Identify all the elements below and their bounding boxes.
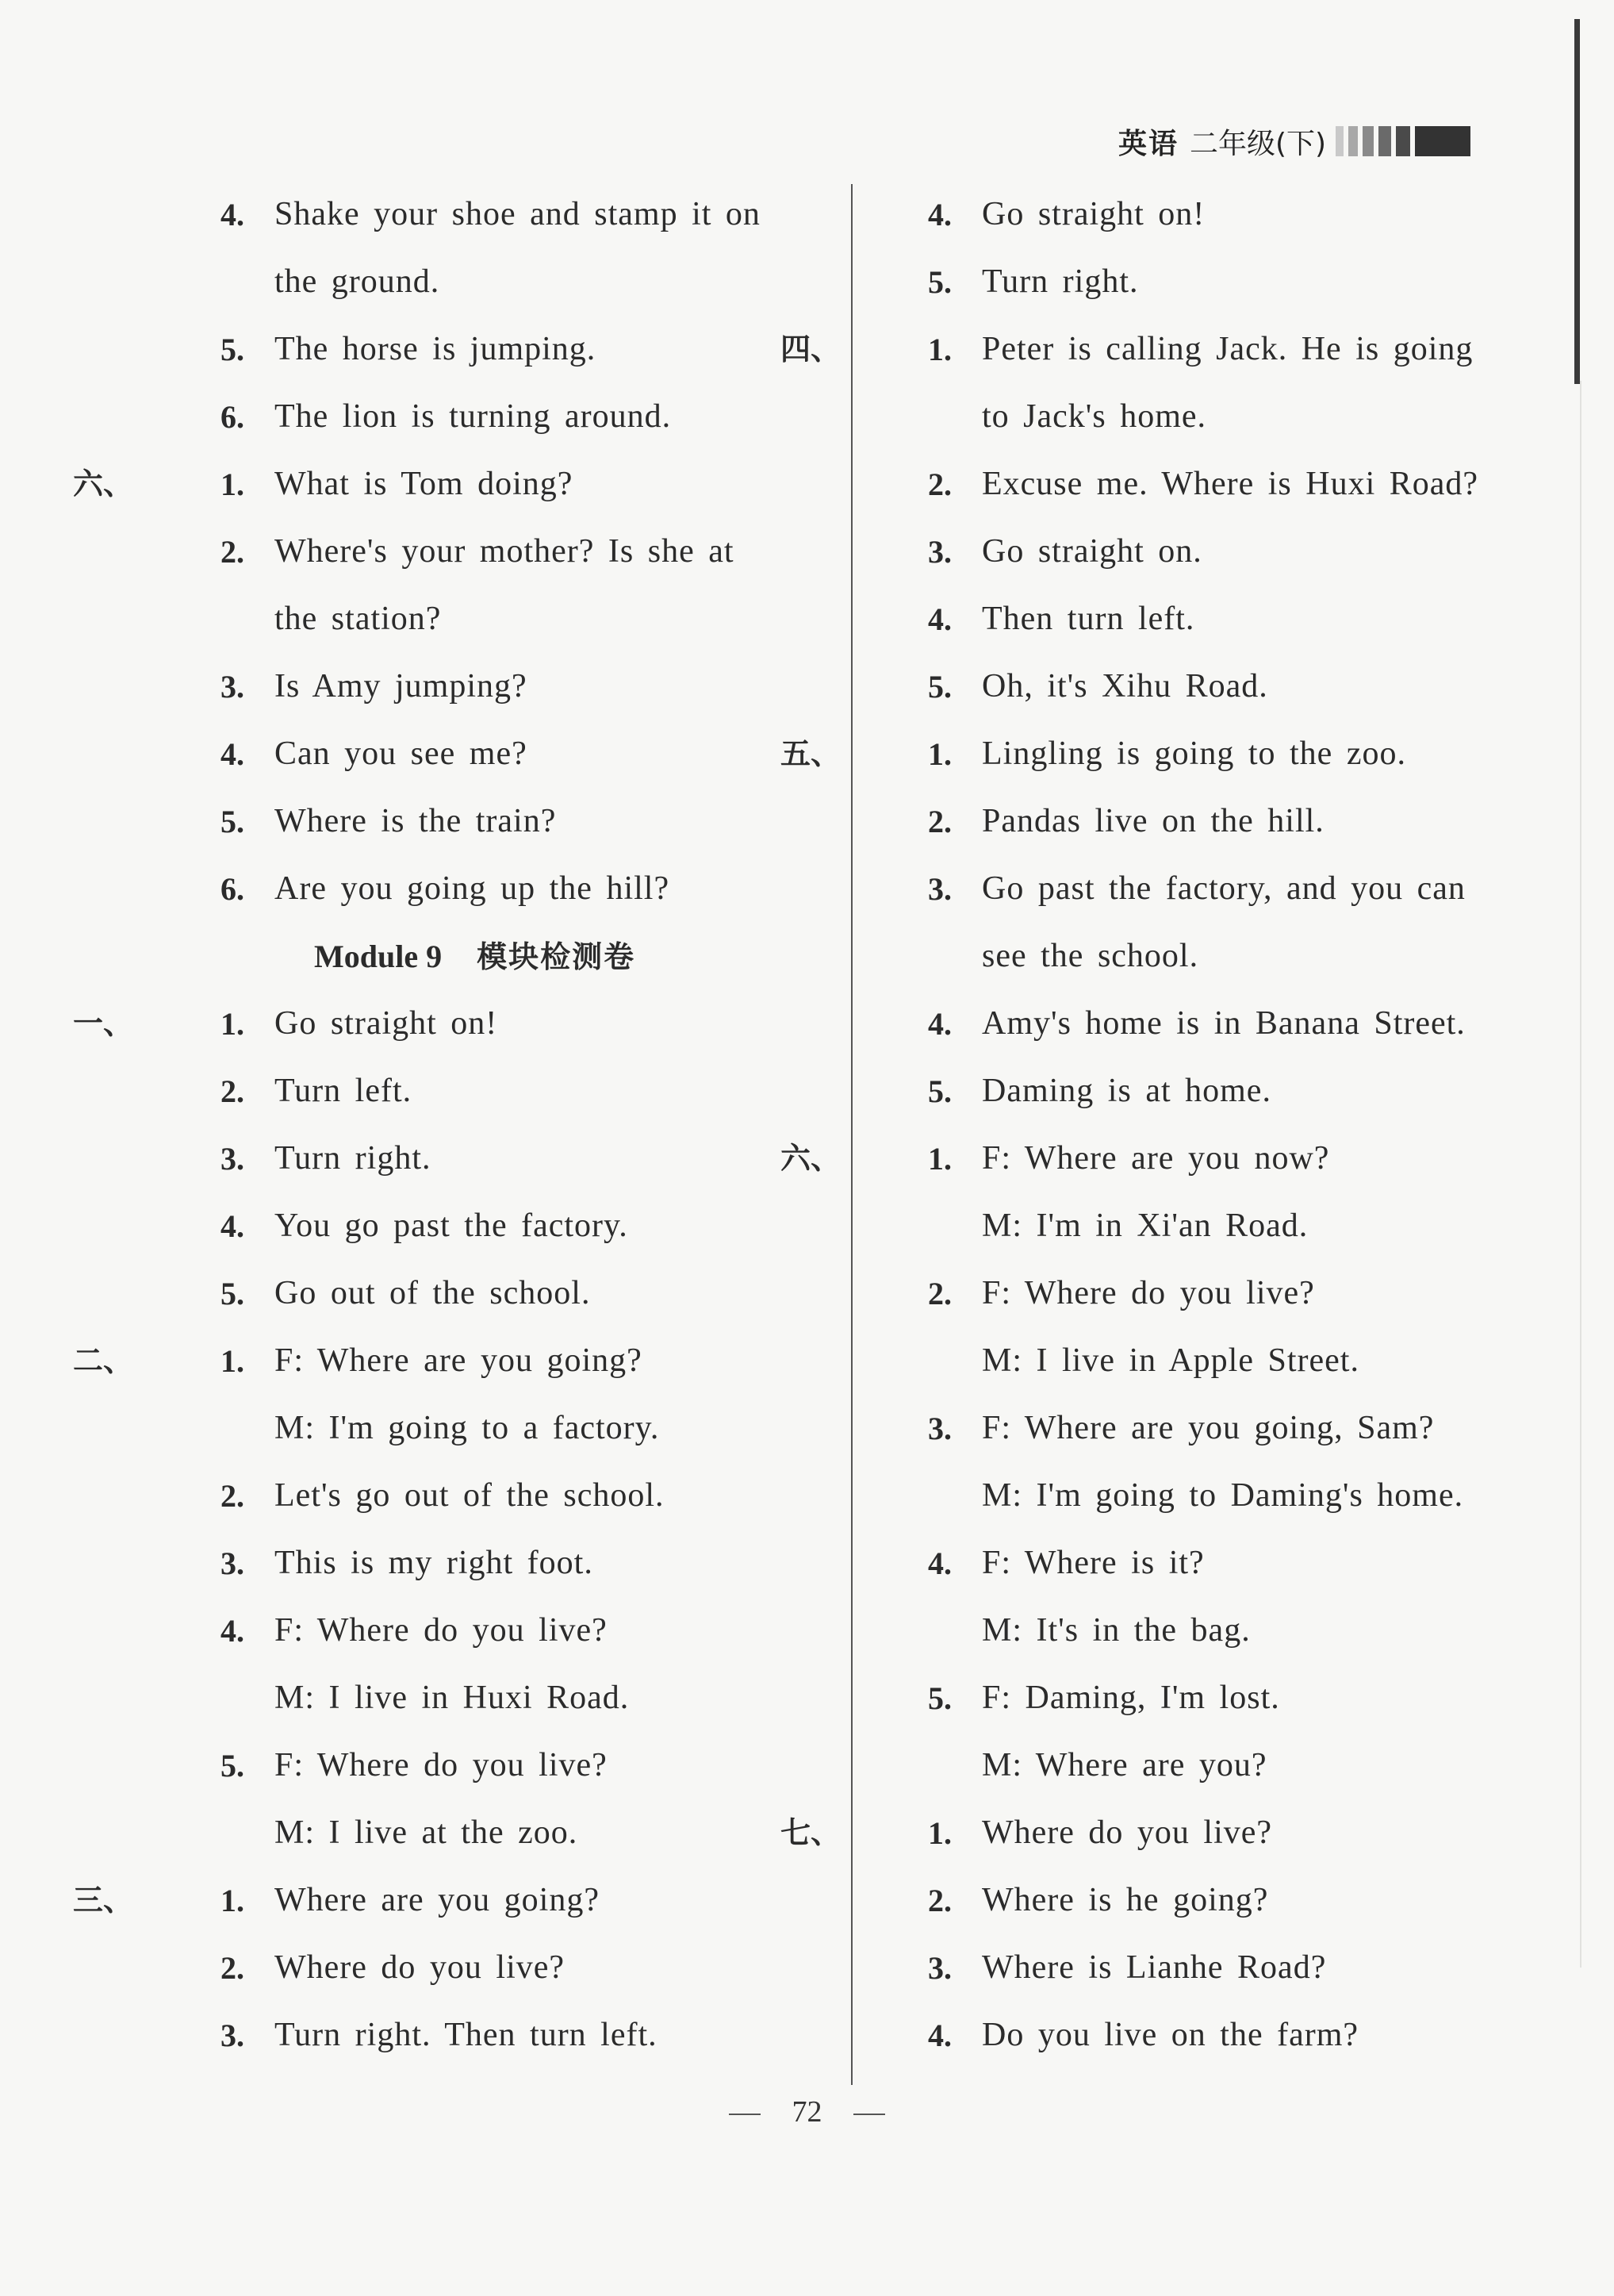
answer-text: Turn right.: [982, 263, 1139, 300]
answer-line: [72, 1327, 841, 1395]
answer-text: M: I'm going to a factory.: [274, 1410, 660, 1446]
answer-text: You go past the factory.: [274, 1208, 628, 1244]
section-marker: 七、: [780, 1815, 841, 1850]
header-bar: [1378, 126, 1391, 156]
answer-text: Do you live on the farm?: [982, 2017, 1359, 2053]
item-number: 2.: [220, 1478, 244, 1514]
answer-line: [72, 1867, 841, 1934]
answer-line: [866, 788, 1564, 855]
answer-line: [866, 1260, 1564, 1327]
answer-text: Where is Lianhe Road?: [982, 1949, 1327, 1986]
answer-line: [159, 653, 841, 720]
answer-line: [866, 855, 1564, 923]
answer-text: Can you see me?: [274, 735, 527, 772]
item-number: 2.: [220, 1950, 244, 1986]
answer-text: Go out of the school.: [274, 1275, 591, 1311]
header-bar: [1363, 126, 1374, 156]
answer-line: [159, 383, 841, 451]
answer-line: [72, 451, 841, 518]
answer-text: Peter is calling Jack. He is going: [982, 331, 1474, 367]
item-number: 2.: [220, 534, 244, 570]
answer-line: [159, 788, 841, 855]
answer-text: F: Where are you going, Sam?: [982, 1410, 1435, 1446]
answer-line: [866, 2002, 1564, 2069]
answer-text: Where's your mother? Is she at: [274, 533, 734, 570]
answer-line: [159, 1732, 841, 1799]
answer-line: [159, 1934, 841, 2002]
item-number: 1.: [220, 1006, 244, 1042]
page-number: 72: [792, 2095, 822, 2129]
item-number: 5.: [928, 1073, 952, 1109]
section-marker: 一、: [72, 1006, 133, 1041]
item-number: 3.: [928, 1950, 952, 1986]
item-number: 6.: [220, 399, 244, 435]
section-marker: 四、: [780, 332, 841, 367]
answer-line: [159, 2002, 841, 2069]
footer-dash-right: [853, 2114, 885, 2115]
answer-text: Turn right. Then turn left.: [274, 2017, 657, 2053]
answer-text: Turn right.: [274, 1140, 431, 1177]
answer-line: [866, 248, 1564, 316]
item-number: 3.: [928, 1411, 952, 1446]
item-number: 4.: [220, 197, 244, 232]
item-number: 3.: [220, 1545, 244, 1581]
answer-line: [866, 451, 1564, 518]
answer-line: [780, 720, 1564, 788]
item-number: 5.: [220, 804, 244, 839]
item-number: 4.: [928, 601, 952, 637]
answer-line: [866, 1732, 1564, 1799]
answer-text: Turn left.: [274, 1073, 412, 1109]
answer-text: F: Where do you live?: [274, 1612, 608, 1649]
item-number: 5.: [220, 1748, 244, 1783]
item-number: 5.: [928, 1680, 952, 1716]
answer-text: Where is the train?: [274, 803, 557, 839]
answer-line: [866, 383, 1564, 451]
answer-line: [159, 1664, 841, 1732]
answer-line: [159, 1192, 841, 1260]
answer-line: [159, 316, 841, 383]
item-number: 2.: [928, 804, 952, 839]
section-marker: 三、: [72, 1883, 133, 1918]
module-heading: [314, 923, 635, 990]
item-number: 1.: [928, 736, 952, 772]
answer-text: Excuse me. Where is Huxi Road?: [982, 466, 1479, 502]
answer-line: [866, 181, 1564, 248]
answer-text: F: Where do you live?: [982, 1275, 1315, 1311]
answer-text: The lion is turning around.: [274, 398, 672, 435]
item-number: 1.: [928, 332, 952, 367]
module-heading-subtitle: 模块检测卷: [477, 939, 636, 974]
answer-line: [780, 316, 1564, 383]
item-number: 1.: [220, 466, 244, 502]
answer-text: Where do you live?: [982, 1814, 1273, 1851]
item-number: 1.: [928, 1815, 952, 1851]
answer-text: M: I live in Huxi Road.: [274, 1680, 630, 1716]
answer-line: [780, 1125, 1564, 1192]
item-number: 4.: [928, 1545, 952, 1581]
answer-text: Is Amy jumping?: [274, 668, 527, 705]
answer-line: [866, 653, 1564, 720]
answer-line: [866, 518, 1564, 586]
answer-text: to Jack's home.: [982, 398, 1207, 435]
answer-line: [780, 1799, 1564, 1867]
answer-text: F: Where are you going?: [274, 1342, 642, 1379]
answer-text: Go past the factory, and you can: [982, 870, 1466, 907]
answer-line: [72, 990, 841, 1058]
item-number: 3.: [220, 2018, 244, 2053]
footer-dash-left: [729, 2114, 761, 2115]
answer-line: [866, 1192, 1564, 1260]
item-number: 3.: [928, 871, 952, 907]
answer-text: Where do you live?: [274, 1949, 565, 1986]
item-number: 2.: [928, 466, 952, 502]
module-heading-title: Module 9: [314, 939, 443, 974]
item-number: 2.: [220, 1073, 244, 1109]
item-number: 4.: [220, 1613, 244, 1649]
section-marker: 五、: [780, 736, 841, 771]
binding-edge-shadow: [1580, 381, 1581, 1968]
answer-line: [159, 586, 841, 653]
item-number: 3.: [928, 534, 952, 570]
answer-text: Amy's home is in Banana Street.: [982, 1005, 1466, 1042]
item-number: 4.: [928, 1006, 952, 1042]
answer-text: M: Where are you?: [982, 1747, 1267, 1783]
answer-text: Daming is at home.: [982, 1073, 1271, 1109]
section-marker: 六、: [780, 1141, 841, 1176]
answer-text: Are you going up the hill?: [274, 870, 670, 907]
answer-text: M: I live at the zoo.: [274, 1814, 578, 1851]
item-number: 5.: [220, 1276, 244, 1311]
answer-line: [159, 1462, 841, 1530]
item-number: 5.: [928, 669, 952, 705]
answer-text: M: I live in Apple Street.: [982, 1342, 1359, 1379]
page-footer: [0, 2094, 1614, 2129]
answer-text: Shake your shoe and stamp it on: [274, 196, 761, 232]
answer-text: The horse is jumping.: [274, 331, 596, 367]
answer-text: M: I'm in Xi'an Road.: [982, 1208, 1309, 1244]
answer-line: [159, 1125, 841, 1192]
answer-line: [159, 1260, 841, 1327]
answer-line: [866, 1934, 1564, 2002]
answer-line: [159, 1597, 841, 1664]
answer-text: Oh, it's Xihu Road.: [982, 668, 1268, 705]
answer-line: [866, 1462, 1564, 1530]
answer-text: F: Daming, I'm lost.: [982, 1680, 1280, 1716]
header-bar: [1415, 126, 1470, 156]
answer-text: see the school.: [982, 938, 1199, 974]
item-number: 6.: [220, 871, 244, 907]
answer-text: Where are you going?: [274, 1882, 600, 1918]
answer-text: Then turn left.: [982, 601, 1195, 637]
answer-text: F: Where is it?: [982, 1545, 1205, 1581]
answer-text: F: Where do you live?: [274, 1747, 608, 1783]
answer-text: What is Tom doing?: [274, 466, 573, 502]
answer-line: [159, 1058, 841, 1125]
item-number: 5.: [928, 264, 952, 300]
answer-line: [159, 720, 841, 788]
answer-line: [866, 990, 1564, 1058]
item-number: 4.: [928, 2018, 952, 2053]
answer-line: [866, 1395, 1564, 1462]
answer-line: [866, 586, 1564, 653]
answer-text: M: It's in the bag.: [982, 1612, 1251, 1649]
header-decorative-bars: [1336, 126, 1475, 156]
header-grade: 二年级(下): [1190, 127, 1327, 160]
answer-line: [159, 1530, 841, 1597]
page-header: [1118, 117, 1475, 165]
item-number: 4.: [220, 736, 244, 772]
item-number: 1.: [220, 1883, 244, 1918]
answer-line: [866, 1664, 1564, 1732]
item-number: 3.: [220, 1141, 244, 1177]
answer-line: [159, 248, 841, 316]
answer-line: [159, 855, 841, 923]
answer-line: [159, 1395, 841, 1462]
answer-text: M: I'm going to Daming's home.: [982, 1477, 1464, 1514]
answer-line: [159, 1799, 841, 1867]
answer-line: [159, 518, 841, 586]
header-bar: [1336, 126, 1344, 156]
answer-text: Where is he going?: [982, 1882, 1269, 1918]
answer-text: Lingling is going to the zoo.: [982, 735, 1406, 772]
section-marker: 二、: [72, 1343, 133, 1378]
answer-line: [866, 1327, 1564, 1395]
answer-text: the station?: [274, 601, 442, 637]
item-number: 1.: [928, 1141, 952, 1177]
item-number: 4.: [220, 1208, 244, 1244]
answer-text: Let's go out of the school.: [274, 1477, 665, 1514]
answer-text: Go straight on.: [982, 533, 1202, 570]
item-number: 3.: [220, 669, 244, 705]
item-number: 2.: [928, 1883, 952, 1918]
answer-text: Go straight on!: [982, 196, 1206, 232]
answer-line: [866, 1058, 1564, 1125]
answer-text: This is my right foot.: [274, 1545, 593, 1581]
header-bar: [1396, 126, 1410, 156]
item-number: 5.: [220, 332, 244, 367]
section-marker: 六、: [72, 466, 133, 501]
answer-text: Go straight on!: [274, 1005, 498, 1042]
item-number: 4.: [928, 197, 952, 232]
answer-line: [866, 1530, 1564, 1597]
answer-line: [866, 1867, 1564, 1934]
answer-line: [159, 181, 841, 248]
header-subject: 英语: [1118, 127, 1179, 160]
item-number: 2.: [928, 1276, 952, 1311]
answer-line: [866, 1597, 1564, 1664]
answer-text: the ground.: [274, 263, 440, 300]
column-divider: [851, 184, 853, 2085]
answer-line: [866, 923, 1564, 990]
answer-text: F: Where are you now?: [982, 1140, 1330, 1177]
header-bar: [1348, 126, 1358, 156]
item-number: 1.: [220, 1343, 244, 1379]
answer-text: Pandas live on the hill.: [982, 803, 1325, 839]
binding-edge-line: [1574, 19, 1580, 384]
